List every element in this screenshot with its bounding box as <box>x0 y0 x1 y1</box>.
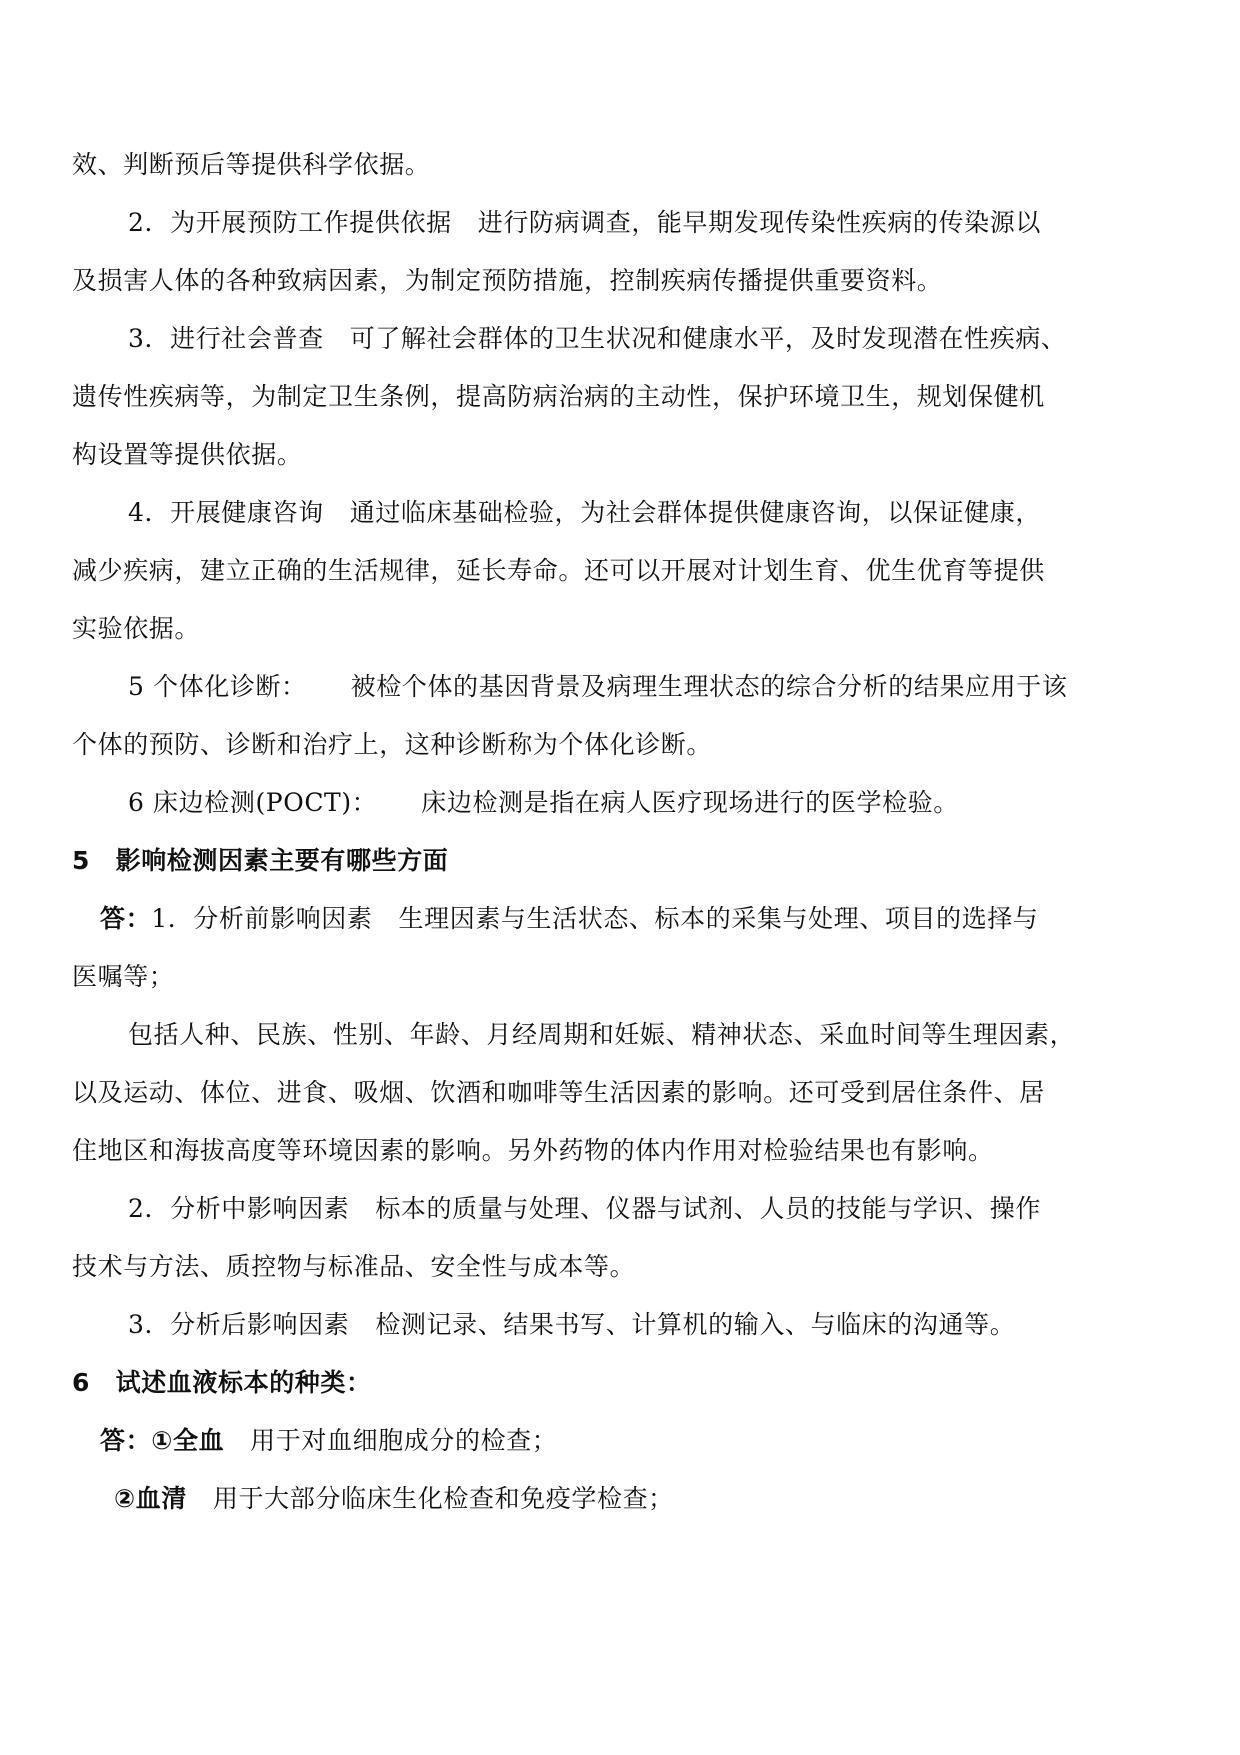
point-3-text-cont: 遗传性疾病等，为制定卫生条例，提高防病治病的主动性，保护环境卫生，规划保健机 <box>72 382 1045 411</box>
point-2-lead: 2．为开展预防工作提供依据 <box>128 208 452 237</box>
paragraph-line <box>72 264 1172 298</box>
paragraph-line <box>72 612 1172 646</box>
text-p1-line1: 效、判断预后等提供科学依据。 <box>72 150 431 179</box>
point-3-text-end: 构设置等提供依据。 <box>72 440 303 469</box>
point-6-text: 床边检测是指在病人医疗现场进行的医学检验。 <box>421 788 959 817</box>
paragraph-line <box>72 380 1172 414</box>
blood-type-desc: 用于大部分临床生化检查和免疫学检查； <box>212 1484 674 1513</box>
point-4-lead: 4．开展健康咨询 <box>128 498 324 527</box>
point-4-text-cont: 减少疾病，建立正确的生活规律，延长寿命。还可以开展对计划生育、优生优育等提供 <box>72 556 1045 585</box>
answer-2-lead: 2．分析中影响因素 <box>128 1194 350 1223</box>
answer-label: 答： <box>100 904 152 933</box>
point-2-text: 进行防病调查，能早期发现传染性疾病的传染源以 <box>477 208 1041 237</box>
answer-2-text-cont: 技术与方法、质控物与标准品、安全性与成本等。 <box>72 1252 636 1281</box>
point-3-text: 可了解社会群体的卫生状况和健康水平，及时发现潜在性疾病、 <box>349 324 1067 353</box>
point-6-lead: 6 床边检测(POCT)： <box>128 788 378 817</box>
paragraph-line <box>72 438 1172 472</box>
question-6-answer-2 <box>114 1482 1172 1516</box>
paragraph-point-3 <box>128 322 1172 356</box>
paragraph-point-2 <box>128 206 1172 240</box>
paragraph-line <box>72 1076 1172 1110</box>
blood-type-term: ①全血 <box>151 1426 225 1455</box>
point-4-text-end: 实验依据。 <box>72 614 201 643</box>
paragraph-point-4 <box>128 496 1172 530</box>
answer-1b-text: 包括人种、民族、性别、年龄、月经周期和妊娠、精神状态、采血时间等生理因素， <box>128 1020 1076 1049</box>
point-4-text: 通过临床基础检验，为社会群体提供健康咨询，以保证健康， <box>349 498 1041 527</box>
question-5-answer-2 <box>128 1192 1172 1226</box>
answer-3-text: 检测记录、结果书写、计算机的输入、与临床的沟通等。 <box>375 1310 1016 1339</box>
answer-label: 答： <box>100 1426 152 1455</box>
question-6-heading: 6 试述血液标本的种类： <box>72 1368 372 1397</box>
answer-2-text: 标本的质量与处理、仪器与试剂、人员的技能与学识、操作 <box>375 1194 1041 1223</box>
paragraph-line <box>72 728 1172 762</box>
paragraph-line <box>72 554 1172 588</box>
answer-1-text-cont: 医嘱等； <box>72 962 175 991</box>
blood-type-desc: 用于对血细胞成分的检查； <box>250 1426 558 1455</box>
paragraph-line <box>72 148 1172 182</box>
point-5-text-cont: 个体的预防、诊断和治疗上，这种诊断称为个体化诊断。 <box>72 730 713 759</box>
paragraph-line <box>72 960 1172 994</box>
question-6-answer-1 <box>100 1424 1172 1458</box>
answer-3-lead: 3．分析后影响因素 <box>128 1310 350 1339</box>
blood-type-term: ②血清 <box>114 1484 187 1513</box>
point-5-text: 被检个体的基因背景及病理生理状态的综合分析的结果应用于该 <box>350 672 1068 701</box>
point-5-lead: 5 个体化诊断： <box>128 672 307 701</box>
question-5-answer-3 <box>128 1308 1172 1342</box>
answer-1b-text-end: 住地区和海拔高度等环境因素的影响。另外药物的体内作用对检验结果也有影响。 <box>72 1136 994 1165</box>
question-5-answer-1b <box>128 1018 1172 1052</box>
answer-1-lead: 1．分析前影响因素 <box>151 904 373 933</box>
question-5-heading: 5 影响检测因素主要有哪些方面 <box>72 846 449 875</box>
paragraph-line <box>72 1250 1172 1284</box>
paragraph-point-5 <box>128 670 1172 704</box>
question-5-answer-1 <box>100 902 1172 936</box>
point-2-text-cont: 及损害人体的各种致病因素，为制定预防措施，控制疾病传播提供重要资料。 <box>72 266 943 295</box>
answer-1b-text-cont: 以及运动、体位、进食、吸烟、饮酒和咖啡等生活因素的影响。还可受到居住条件、居 <box>72 1078 1045 1107</box>
paragraph-line <box>72 1134 1172 1168</box>
paragraph-point-6 <box>128 786 1172 820</box>
answer-1-text: 生理因素与生活状态、标本的采集与处理、项目的选择与 <box>398 904 1039 933</box>
point-3-lead: 3．进行社会普查 <box>128 324 324 353</box>
